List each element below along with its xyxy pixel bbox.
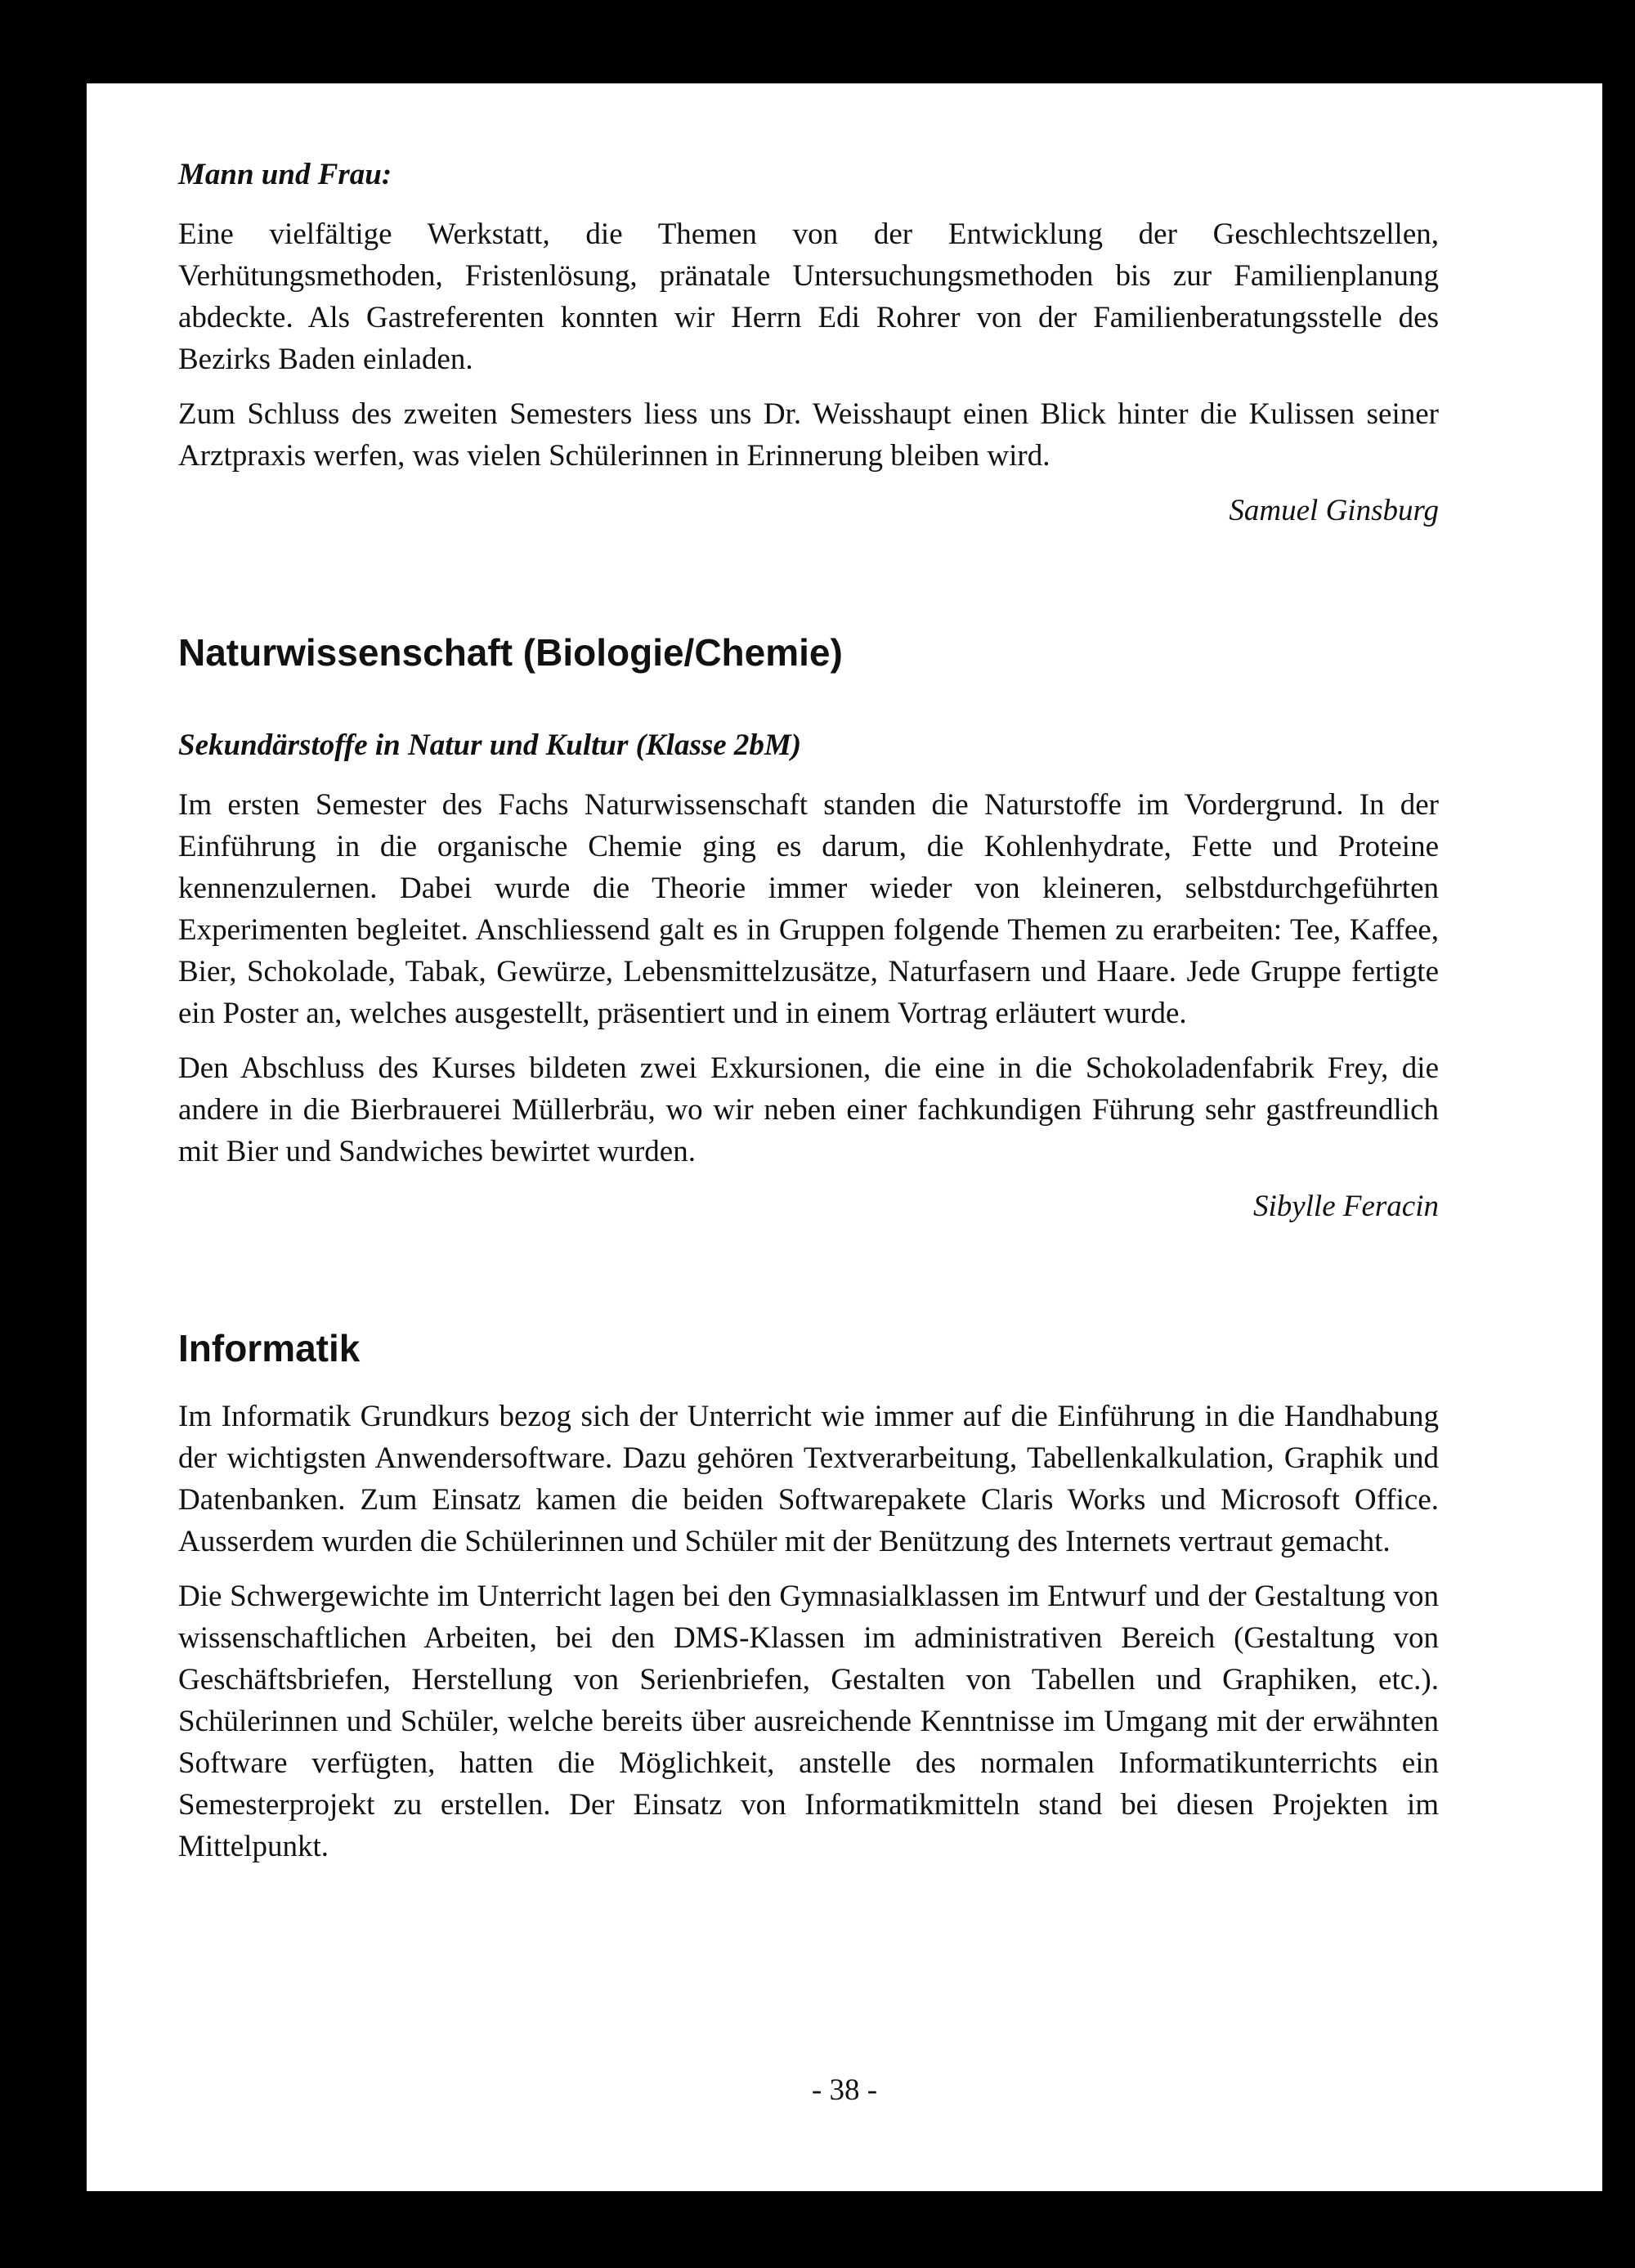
paragraph: Im Informatik Grundkurs bezog sich der Unterricht wie immer auf die Einführung in die Handhabung der wichtigsten Anwendersoftware. Dazu gehören Textverarbeitung, Tabellenkalkulation, Graphik und Datenbanken. Zum Einsatz kamen die beiden Softwarepakete Claris Works und Microsoft Office. Ausserdem wurden die Schülerinnen und Schüler mit der Benützung des Internets vertraut gemacht.	[178, 1400, 1439, 1558]
document-page	[87, 83, 1602, 2191]
paragraph: Im ersten Semester des Fachs Naturwissenschaft standen die Naturstoffe im Vordergrund. In der Einführung in die organische Chemie ging es darum, die Kohlenhydrate, Fette und Proteine kennenzulernen. Dabei wurde die Theorie immer wieder von kleineren, selbstdurchgeführten Experimenten begleitet. Anschliessend galt es in Gruppen folgende Themen zu erarbeiten: Tee, Kaffee, Bier, Schokolade, Tabak, Gewürze, Lebensmittelzusätze, Naturfasern und Haare. Jede Gruppe fertigte ein Poster an, welches ausgestellt, präsentiert und in einem Vortrag erläutert wurde.	[178, 788, 1439, 1030]
page-number: - 38 -	[811, 2073, 878, 2107]
paragraph: Zum Schluss des zweiten Semesters liess uns Dr. Weisshaupt einen Blick hinter die Kulissen seiner Arztpraxis werfen, was vielen Schülerinnen in Erinnerung bleiben wird.	[178, 397, 1439, 473]
section-heading-informatik: Informatik	[178, 1327, 361, 1369]
page-content	[178, 154, 1439, 1880]
author-signature: Sibylle Feracin	[1252, 1190, 1439, 1223]
paragraph: Eine vielfältige Werkstatt, die Themen von der Entwicklung der Geschlechtszellen, Verhütungsmethoden, Fristenlösung, pränatale Untersuchungsmethoden bis zur Familienplanung abdeckte. Als Gastreferenten konnten wir Herrn Edi Rohrer von der Familienberatungsstelle des Bezirks Baden einladen.	[178, 217, 1439, 376]
paragraph: Die Schwergewichte im Unterricht lagen bei den Gymnasialklassen im Entwurf und der Gestaltung von wissenschaftlichen Arbeiten, bei den DMS-Klassen im administrativen Bereich (Gestaltung von Geschäftsbriefen, Herstellung von Serienbriefen, Gestalten von Tabellen und Graphiken, etc.). Schülerinnen und Schüler, welche bereits über ausreichende Kenntnisse im Umgang mit der erwähnten Software verfügten, hatten die Möglichkeit, anstelle des normalen Informatikunterrichts ein Semesterprojekt zu erstellen. Der Einsatz von Informatikmitteln stand bei diesen Projekten im Mittelpunkt.	[178, 1580, 1439, 1863]
subheading-sekundaerstoffe: Sekundärstoffe in Natur und Kultur (Klasse 2bM)	[178, 728, 802, 762]
paragraph: Den Abschluss des Kurses bildeten zwei Exkursionen, die eine in die Schokoladenfabrik Frey, die andere in die Bierbrauerei Müllerbräu, wo wir neben einer fachkundigen Führung sehr gastfreundlich mit Bier und Sandwiches bewirtet wurden.	[178, 1051, 1439, 1168]
subheading-mann-und-frau: Mann und Frau:	[178, 158, 392, 191]
author-signature: Samuel Ginsburg	[1229, 494, 1439, 527]
section-heading-naturwissenschaft: Naturwissenschaft (Biologie/Chemie)	[178, 631, 843, 674]
